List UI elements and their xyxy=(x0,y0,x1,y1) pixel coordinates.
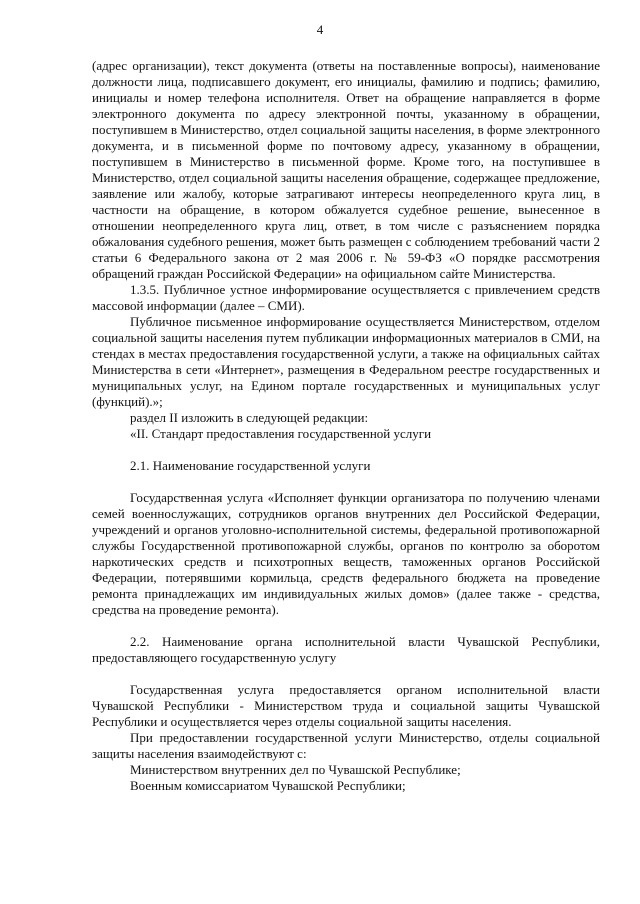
section-ii-heading: «II. Стандарт предоставления государственной услуги xyxy=(130,426,432,441)
paragraph-section-ii-intro: раздел II изложить в следующей редакции: xyxy=(130,410,369,425)
paragraph-public-written-informing: Публичное письменное информирование осуществляется Министерством, отделом социальной защиты населения путем публикации информационных материалов в СМИ, на стендах в местах предоставления государственной услуги, а также на официальных сайтах Министерства в сети «Интернет», размещения в Федеральном реестре государственных и муниципальных услуг, на Едином портале государственных и муниципальных услуг (функций).»; xyxy=(92,314,600,409)
list-item-military-commissariat: Военным комиссариатом Чувашской Республики; xyxy=(130,778,406,793)
document-body xyxy=(92,58,600,794)
paragraph-1-3-5: 1.3.5. Публичное устное информирование осуществляется с привлечением средств массовой информации (далее – СМИ). xyxy=(92,282,600,313)
spacer xyxy=(92,618,600,634)
heading-2-1: 2.1. Наименование государственной услуги xyxy=(130,458,371,473)
heading-2-2: 2.2. Наименование органа исполнительной власти Чувашской Республики, предоставляющего государственную услугу xyxy=(92,634,600,665)
page-number: 4 xyxy=(316,22,324,37)
paragraph-interaction: При предоставлении государственной услуги Министерство, отделы социальной защиты населения взаимодействуют с: xyxy=(92,730,600,761)
spacer xyxy=(92,666,600,682)
spacer xyxy=(92,474,600,490)
paragraph-service-provider: Государственная услуга предоставляется органом исполнительной власти Чувашской Республики - Министерством труда и социальной защиты Чувашской Республики и осуществляется через отделы социальной защиты населения. xyxy=(92,682,600,729)
paragraph-service-name: Государственная услуга «Исполняет функции организатора по получению членами семей военнослужащих, сотрудников органов внутренних дел Российской Федерации, учреждений и органов уголовно-исполнительной системы, федеральной противопожарной службы Государственной противопожарной службы, органов по контролю за оборотом наркотических средств и психотропных веществ, таможенных органов Российской Федерации, потерявшими кормильца, средств федерального бюджета на проведение ремонта принадлежащих им индивидуальных жилых домов» (далее также - средства, средства на проведение ремонта). xyxy=(92,490,600,617)
list-item-mvd: Министерством внутренних дел по Чувашской Республике; xyxy=(130,762,461,777)
spacer xyxy=(92,442,600,458)
paragraph-response-delivery: (адрес организации), текст документа (ответы на поставленные вопросы), наименование должности лица, подписавшего документ, его инициалы, фамилию и подпись; фамилию, инициалы и номер телефона исполнителя. Ответ на обращение направляется в форме электронного документа по адресу электронной почты, указанному в обращении, поступившем в Министерство, отдел социальной защиты населения, в форме электронного документа, и в письменной форме по почтовому адресу, указанному в обращении, поступившем в Министерство в письменной форме. Кроме того, на поступившее в Министерство, отдел социальной защиты населения обращение, содержащее предложение, заявление или жалобу, которые затрагивают интересы неопределенного круга лиц, в частности на обращение, в котором обжалуется судебное решение, вынесенное в отношении неопределенного круга лиц, ответ, в том числе с разъяснением порядка обжалования судебного решения, может быть размещен с соблюдением требований части 2 статьи 6 Федерального закона от 2 мая 2006 г. № 59-ФЗ «О порядке рассмотрения обращений граждан Российской Федерации» на официальном сайте Министерства. xyxy=(92,58,601,281)
